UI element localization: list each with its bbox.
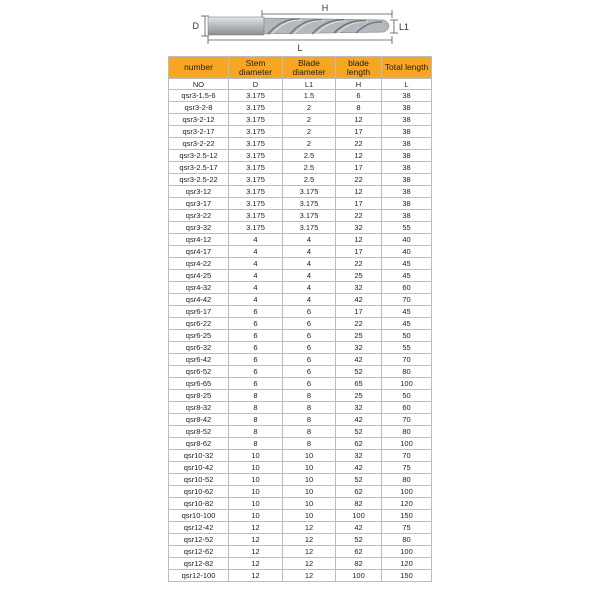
table-cell: 150 — [382, 510, 432, 522]
table-cell: 3.175 — [283, 198, 336, 210]
table-cell: 4 — [283, 270, 336, 282]
table-cell: 10 — [283, 486, 336, 498]
table-cell: 17 — [336, 246, 382, 258]
table-cell: qsr3-2-8 — [169, 102, 229, 114]
table-cell: 3.175 — [229, 150, 283, 162]
table-cell: 3.175 — [229, 162, 283, 174]
table-cell: qsr3-2.5-12 — [169, 150, 229, 162]
table-cell: 100 — [382, 546, 432, 558]
table-cell: 52 — [336, 426, 382, 438]
table-cell: 100 — [382, 438, 432, 450]
table-cell: 3.175 — [229, 126, 283, 138]
table-cell: 4 — [229, 258, 283, 270]
unit-cell: L1 — [283, 79, 336, 90]
unit-cell: NO — [169, 79, 229, 90]
table-row — [169, 186, 432, 198]
table-cell: 2.5 — [283, 150, 336, 162]
table-row — [169, 174, 432, 186]
table-cell: qsr10-32 — [169, 450, 229, 462]
table-row — [169, 570, 432, 582]
table-cell: qsr8-62 — [169, 438, 229, 450]
table-cell: qsr6-32 — [169, 342, 229, 354]
table-row — [169, 150, 432, 162]
table-cell: qsr3-22 — [169, 210, 229, 222]
table-row — [169, 138, 432, 150]
table-cell: 2 — [283, 138, 336, 150]
table-cell: 38 — [382, 186, 432, 198]
table-cell: qsr3-32 — [169, 222, 229, 234]
table-cell: 3.175 — [283, 186, 336, 198]
table-row — [169, 366, 432, 378]
d-label: D — [192, 21, 199, 31]
table-row — [169, 474, 432, 486]
table-cell: 17 — [336, 126, 382, 138]
table-cell: qsr3-2-22 — [169, 138, 229, 150]
table-cell: 2 — [283, 114, 336, 126]
table-cell: 12 — [283, 534, 336, 546]
table-row — [169, 546, 432, 558]
table-row — [169, 126, 432, 138]
table-cell: qsr3-2-17 — [169, 126, 229, 138]
table-cell: 80 — [382, 366, 432, 378]
l1-label: L1 — [399, 22, 410, 32]
l-label: L — [297, 43, 303, 53]
table-cell: qsr4-12 — [169, 234, 229, 246]
table-row — [169, 426, 432, 438]
table-cell: 45 — [382, 306, 432, 318]
table-cell: 55 — [382, 222, 432, 234]
table-cell: 8 — [283, 438, 336, 450]
table-cell: 40 — [382, 234, 432, 246]
table-cell: 12 — [229, 522, 283, 534]
table-cell: 80 — [382, 426, 432, 438]
table-cell: 12 — [336, 234, 382, 246]
spec-table-body — [169, 79, 432, 582]
table-cell: 32 — [336, 342, 382, 354]
table-row — [169, 522, 432, 534]
table-cell: 32 — [336, 402, 382, 414]
table-cell: 38 — [382, 102, 432, 114]
table-cell: 32 — [336, 282, 382, 294]
table-row — [169, 330, 432, 342]
header-row — [169, 57, 432, 79]
table-cell: 60 — [382, 402, 432, 414]
header-blade-length: blade length — [336, 57, 382, 79]
table-cell: qsr3-12 — [169, 186, 229, 198]
table-row — [169, 222, 432, 234]
table-cell: 2.5 — [283, 174, 336, 186]
table-row — [169, 558, 432, 570]
table-cell: 50 — [382, 390, 432, 402]
h-label: H — [321, 3, 329, 13]
table-cell: 3.175 — [229, 138, 283, 150]
table-cell: 150 — [382, 570, 432, 582]
table-cell: 6 — [229, 378, 283, 390]
table-cell: qsr4-17 — [169, 246, 229, 258]
table-cell: 3.175 — [229, 102, 283, 114]
table-row — [169, 306, 432, 318]
table-cell: 10 — [229, 474, 283, 486]
table-cell: 70 — [382, 294, 432, 306]
table-cell: 42 — [336, 294, 382, 306]
table-cell: 75 — [382, 522, 432, 534]
table-cell: qsr3-1.5-6 — [169, 90, 229, 102]
table-row — [169, 462, 432, 474]
table-cell: 6 — [336, 90, 382, 102]
table-cell: 100 — [382, 486, 432, 498]
table-cell: 4 — [283, 282, 336, 294]
table-cell: 3.175 — [229, 198, 283, 210]
table-cell: 45 — [382, 270, 432, 282]
table-cell: 6 — [283, 378, 336, 390]
table-cell: 4 — [229, 282, 283, 294]
table-cell: 1.5 — [283, 90, 336, 102]
table-cell: 60 — [382, 282, 432, 294]
table-cell: 8 — [283, 402, 336, 414]
table-cell: 6 — [229, 366, 283, 378]
table-cell: 6 — [229, 318, 283, 330]
table-row — [169, 114, 432, 126]
header-total-length: Total length — [382, 57, 432, 79]
table-cell: 70 — [382, 354, 432, 366]
table-cell: qsr10-42 — [169, 462, 229, 474]
table-cell: 6 — [283, 306, 336, 318]
table-cell: qsr6-42 — [169, 354, 229, 366]
table-cell: 38 — [382, 114, 432, 126]
table-row — [169, 258, 432, 270]
table-cell: 6 — [229, 306, 283, 318]
table-cell: 38 — [382, 126, 432, 138]
table-cell: 52 — [336, 366, 382, 378]
table-cell: 22 — [336, 318, 382, 330]
table-cell: 42 — [336, 354, 382, 366]
table-cell: qsr3-17 — [169, 198, 229, 210]
table-cell: qsr8-52 — [169, 426, 229, 438]
table-row — [169, 486, 432, 498]
table-cell: 25 — [336, 390, 382, 402]
table-cell: 6 — [283, 354, 336, 366]
table-cell: 8 — [283, 414, 336, 426]
table-cell: 4 — [283, 234, 336, 246]
table-cell: 42 — [336, 462, 382, 474]
header-number: number — [169, 57, 229, 79]
table-cell: 8 — [283, 426, 336, 438]
table-row — [169, 270, 432, 282]
table-row — [169, 294, 432, 306]
table-cell: 3.175 — [229, 222, 283, 234]
tool-diagram — [0, 0, 600, 56]
header-stem-diameter: Stem diameter — [229, 57, 283, 79]
table-cell: 10 — [283, 510, 336, 522]
table-cell: 4 — [229, 234, 283, 246]
table-cell: 10 — [229, 510, 283, 522]
table-cell: 3.175 — [229, 186, 283, 198]
table-cell: 70 — [382, 450, 432, 462]
table-cell: 6 — [283, 318, 336, 330]
table-cell: 70 — [382, 414, 432, 426]
table-cell: 80 — [382, 534, 432, 546]
table-cell: 38 — [382, 162, 432, 174]
table-row — [169, 450, 432, 462]
table-cell: 8 — [229, 402, 283, 414]
table-cell: 2 — [283, 102, 336, 114]
table-row — [169, 102, 432, 114]
table-cell: 4 — [229, 294, 283, 306]
table-cell: qsr12-62 — [169, 546, 229, 558]
table-cell: 3.175 — [229, 210, 283, 222]
table-cell: qsr12-42 — [169, 522, 229, 534]
table-cell: 8 — [229, 426, 283, 438]
table-cell: 45 — [382, 318, 432, 330]
table-cell: 10 — [229, 486, 283, 498]
table-cell: 6 — [283, 330, 336, 342]
table-cell: qsr10-100 — [169, 510, 229, 522]
tool-shank — [208, 17, 264, 35]
table-cell: 55 — [382, 342, 432, 354]
table-cell: 32 — [336, 450, 382, 462]
table-cell: 3.175 — [283, 222, 336, 234]
table-cell: 12 — [229, 534, 283, 546]
table-cell: qsr12-100 — [169, 570, 229, 582]
table-cell: qsr10-52 — [169, 474, 229, 486]
table-cell: qsr6-52 — [169, 366, 229, 378]
table-cell: 12 — [229, 546, 283, 558]
table-row — [169, 282, 432, 294]
table-row — [169, 414, 432, 426]
table-cell: 3.175 — [229, 114, 283, 126]
table-cell: 12 — [336, 114, 382, 126]
table-cell: qsr4-32 — [169, 282, 229, 294]
table-cell: 22 — [336, 174, 382, 186]
table-cell: 80 — [382, 474, 432, 486]
table-row — [169, 162, 432, 174]
table-cell: 38 — [382, 90, 432, 102]
table-cell: 62 — [336, 438, 382, 450]
table-cell: 10 — [283, 462, 336, 474]
table-cell: qsr6-65 — [169, 378, 229, 390]
table-cell: 22 — [336, 138, 382, 150]
table-cell: 12 — [283, 558, 336, 570]
table-cell: qsr4-22 — [169, 258, 229, 270]
table-cell: 6 — [229, 330, 283, 342]
table-cell: 12 — [229, 570, 283, 582]
table-cell: 12 — [283, 546, 336, 558]
table-cell: 2.5 — [283, 162, 336, 174]
table-cell: 3.175 — [229, 90, 283, 102]
table-cell: 82 — [336, 558, 382, 570]
table-cell: 75 — [382, 462, 432, 474]
table-cell: 4 — [283, 246, 336, 258]
table-cell: 62 — [336, 546, 382, 558]
table-cell: 8 — [229, 390, 283, 402]
table-cell: 4 — [283, 294, 336, 306]
table-cell: 12 — [336, 186, 382, 198]
table-cell: qsr12-52 — [169, 534, 229, 546]
table-cell: qsr3-2-12 — [169, 114, 229, 126]
table-cell: 25 — [336, 330, 382, 342]
table-cell: 6 — [229, 342, 283, 354]
unit-cell: D — [229, 79, 283, 90]
table-row — [169, 198, 432, 210]
table-cell: 4 — [229, 246, 283, 258]
table-cell: 120 — [382, 558, 432, 570]
table-cell: 100 — [336, 570, 382, 582]
table-row — [169, 378, 432, 390]
table-cell: 38 — [382, 210, 432, 222]
table-cell: 100 — [382, 378, 432, 390]
table-row — [169, 90, 432, 102]
table-row — [169, 534, 432, 546]
table-cell: 8 — [229, 414, 283, 426]
table-cell: 4 — [283, 258, 336, 270]
table-cell: qsr8-25 — [169, 390, 229, 402]
table-cell: 52 — [336, 474, 382, 486]
table-cell: qsr8-32 — [169, 402, 229, 414]
table-cell: qsr10-82 — [169, 498, 229, 510]
units-row — [169, 79, 432, 90]
table-cell: 65 — [336, 378, 382, 390]
table-cell: 17 — [336, 198, 382, 210]
table-row — [169, 354, 432, 366]
table-cell: qsr6-17 — [169, 306, 229, 318]
table-row — [169, 438, 432, 450]
table-cell: 6 — [283, 342, 336, 354]
table-cell: 17 — [336, 306, 382, 318]
table-row — [169, 390, 432, 402]
table-cell: 12 — [229, 558, 283, 570]
table-cell: 10 — [229, 450, 283, 462]
table-row — [169, 210, 432, 222]
table-row — [169, 246, 432, 258]
table-cell: 38 — [382, 174, 432, 186]
table-row — [169, 402, 432, 414]
table-row — [169, 234, 432, 246]
table-cell: 3.175 — [229, 174, 283, 186]
table-cell: 3.175 — [283, 210, 336, 222]
table-cell: 25 — [336, 270, 382, 282]
table-cell: 38 — [382, 138, 432, 150]
table-cell: 6 — [283, 366, 336, 378]
table-cell: 12 — [336, 150, 382, 162]
table-row — [169, 318, 432, 330]
table-row — [169, 342, 432, 354]
table-cell: 50 — [382, 330, 432, 342]
table-cell: qsr8-42 — [169, 414, 229, 426]
table-cell: 10 — [283, 474, 336, 486]
table-cell: 120 — [382, 498, 432, 510]
table-cell: 62 — [336, 486, 382, 498]
table-cell: 8 — [283, 390, 336, 402]
table-cell: 10 — [283, 498, 336, 510]
table-row — [169, 498, 432, 510]
table-cell: 52 — [336, 534, 382, 546]
table-cell: 45 — [382, 258, 432, 270]
table-cell: 100 — [336, 510, 382, 522]
table-cell: 10 — [229, 462, 283, 474]
table-cell: 42 — [336, 522, 382, 534]
unit-cell: H — [336, 79, 382, 90]
header-blade-diameter: Blade diameter — [283, 57, 336, 79]
table-cell: qsr6-22 — [169, 318, 229, 330]
table-cell: 38 — [382, 198, 432, 210]
table-cell: 6 — [229, 354, 283, 366]
table-cell: qsr6-25 — [169, 330, 229, 342]
table-cell: 22 — [336, 210, 382, 222]
table-cell: 40 — [382, 246, 432, 258]
table-row — [169, 510, 432, 522]
table-cell: 10 — [229, 498, 283, 510]
table-cell: 17 — [336, 162, 382, 174]
table-cell: qsr10-62 — [169, 486, 229, 498]
table-cell: qsr4-42 — [169, 294, 229, 306]
table-cell: 32 — [336, 222, 382, 234]
table-cell: 38 — [382, 150, 432, 162]
table-cell: 82 — [336, 498, 382, 510]
table-cell: 10 — [283, 450, 336, 462]
spec-table — [168, 56, 432, 582]
table-cell: 42 — [336, 414, 382, 426]
table-cell: qsr3-2.5-17 — [169, 162, 229, 174]
unit-cell: L — [382, 79, 432, 90]
table-cell: qsr3-2.5-22 — [169, 174, 229, 186]
table-cell: 22 — [336, 258, 382, 270]
table-cell: 4 — [229, 270, 283, 282]
table-cell: qsr12-82 — [169, 558, 229, 570]
table-cell: qsr4-25 — [169, 270, 229, 282]
table-cell: 12 — [283, 570, 336, 582]
table-cell: 8 — [336, 102, 382, 114]
table-cell: 12 — [283, 522, 336, 534]
table-cell: 2 — [283, 126, 336, 138]
table-cell: 8 — [229, 438, 283, 450]
